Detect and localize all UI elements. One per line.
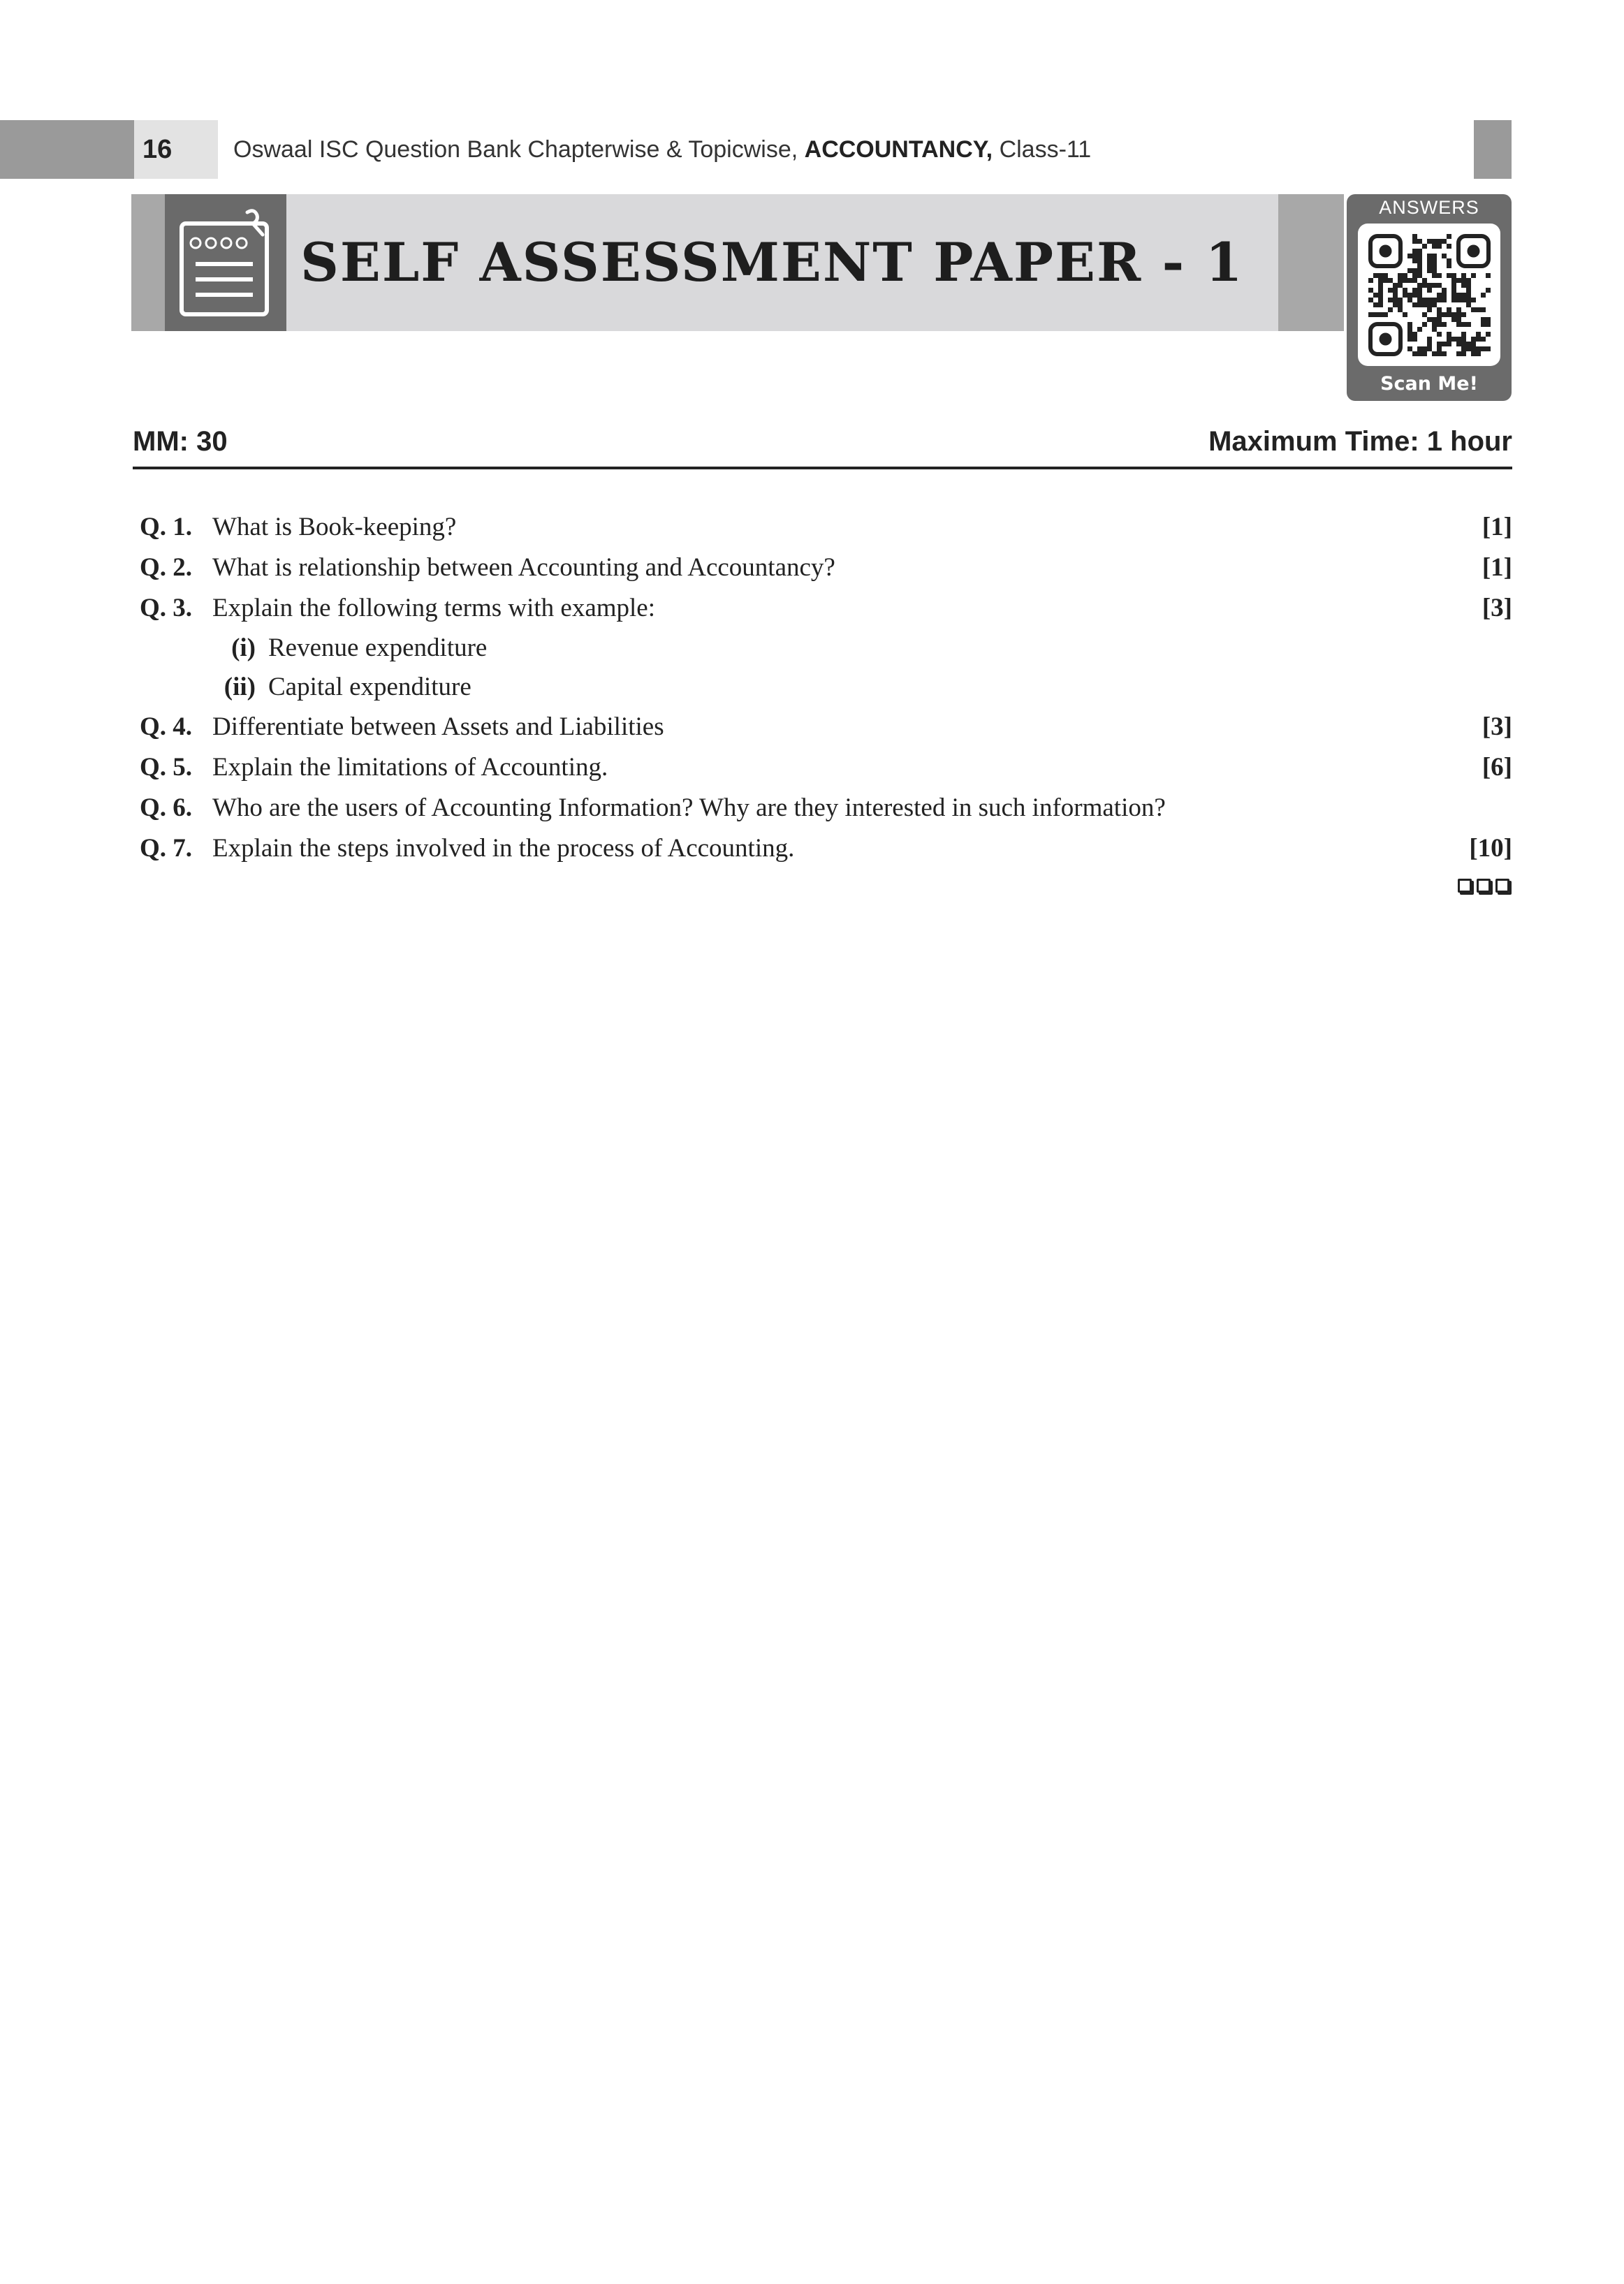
- banner-icon-box: [165, 194, 286, 331]
- header-left-bar: [0, 120, 134, 179]
- end-box-icon: [1495, 879, 1509, 893]
- end-of-section-boxes-icon: [1458, 879, 1512, 893]
- question-number: Q. 4.: [140, 712, 193, 741]
- page-number: 16: [134, 120, 218, 179]
- worksheet-icon: [165, 194, 286, 331]
- running-title-prefix: Oswaal ISC Question Bank Chapterwise & Topicwise,: [233, 136, 805, 163]
- question-marks: [3]: [1482, 712, 1512, 741]
- question-number: Q. 7.: [140, 834, 193, 863]
- page-title: SELF ASSESSMENT PAPER - 1: [300, 231, 1244, 293]
- banner-left-strip: [131, 194, 165, 331]
- question-marks: [6]: [1482, 753, 1512, 782]
- question-item: [140, 707, 1512, 747]
- end-box-icon: [1458, 879, 1472, 893]
- question-marks: [3]: [1482, 594, 1512, 622]
- question-number: Q. 5.: [140, 753, 193, 782]
- question-marks: [1]: [1482, 553, 1512, 582]
- sub-question-text: Revenue expenditure: [268, 634, 488, 662]
- question-number: Q. 3.: [140, 594, 193, 622]
- question-text: What is relationship between Accounting and Accountancy?: [212, 553, 835, 582]
- qr-frame: [1358, 224, 1500, 366]
- question-list: [140, 507, 1512, 869]
- question-item: [140, 548, 1512, 588]
- qr-card[interactable]: [1347, 194, 1512, 401]
- running-title-suffix: Class-11: [993, 136, 1092, 163]
- question-number: Q. 2.: [140, 553, 193, 582]
- question-marks: [10]: [1469, 834, 1512, 863]
- max-marks: MM: 30: [133, 426, 228, 457]
- max-time: Maximum Time: 1 hour: [1208, 426, 1512, 457]
- question-text: What is Book-keeping?: [212, 513, 457, 541]
- sub-question-label: (i): [231, 634, 256, 662]
- question-text: Explain the limitations of Accounting.: [212, 753, 608, 782]
- qr-code-icon: [1358, 224, 1500, 366]
- sub-question-text: Capital expenditure: [268, 673, 471, 701]
- question-text: Differentiate between Assets and Liabilities: [212, 712, 664, 741]
- end-box-icon: [1477, 879, 1491, 893]
- question-number: Q. 1.: [140, 513, 193, 541]
- qr-bottom-label: Scan Me!: [1380, 373, 1478, 395]
- question-item: [140, 507, 1512, 548]
- sub-question-label: (ii): [224, 673, 256, 701]
- question-text: Who are the users of Accounting Information? Why are they interested in such information?: [212, 793, 1166, 822]
- qr-top-label: ANSWERS: [1379, 197, 1479, 218]
- question-item: [140, 588, 1512, 629]
- question-item: [140, 747, 1512, 788]
- running-title: [233, 120, 1091, 179]
- header-rule: [133, 467, 1512, 469]
- question-number: Q. 6.: [140, 793, 193, 822]
- question-item: [140, 828, 1512, 869]
- question-text: Explain the following terms with example:: [212, 594, 656, 622]
- running-title-subject: ACCOUNTANCY,: [804, 136, 993, 163]
- question-item: [140, 788, 1512, 828]
- sub-question: [140, 629, 1512, 668]
- header-right-bar: [1474, 120, 1512, 179]
- question-text: Explain the steps involved in the process of Accounting.: [212, 834, 795, 863]
- question-marks: [1]: [1482, 513, 1512, 541]
- banner-right-strip: [1278, 194, 1344, 331]
- sub-question: [140, 668, 1512, 707]
